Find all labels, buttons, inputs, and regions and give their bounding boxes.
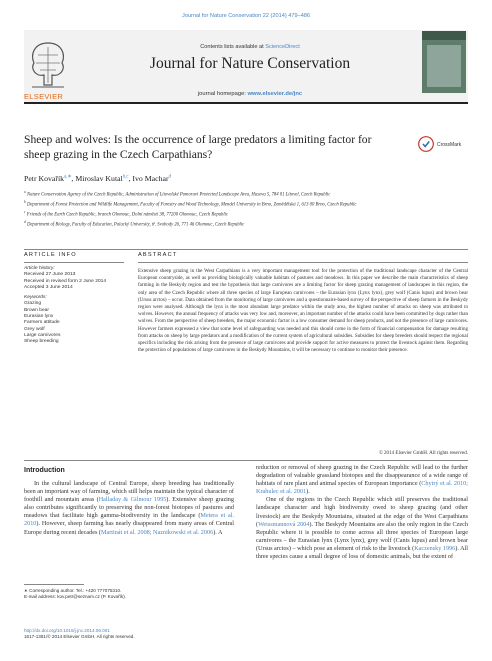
journal-homepage [80,91,420,97]
article-info-heading: ARTICLE INFO [24,252,77,258]
sciencedirect-link[interactable]: ScienceDirect [265,44,300,50]
author-superscript[interactable]: a,∗ [64,174,72,180]
affiliation-item: $^a$ Nature Conservation Agency of the Czech Republic, Administration of Litovelské Pomoravi Protected Landscape Area, Husova 5, 784 01 Litovel, Czech Republic [24,190,331,198]
crossmark-icon[interactable] [418,136,434,152]
citation-link[interactable]: Martinát et al. 2008; Naznikowski et al. 2006 [100,528,214,536]
journal-citation[interactable]: Journal for Nature Conservation 22 (2014) 479–486 [181,13,311,19]
keyword: Sheep breeding [24,339,59,345]
author-name[interactable]: Ivo Machar [132,174,169,183]
article-info [24,266,124,346]
corresponding-email[interactable]: E-mail address: kov.petr@seznam.cz (P. Kovařík). [24,594,127,599]
doi-link[interactable]: http://dx.doi.org/10.1016/j.jnc.2014.06.001 [24,628,110,633]
abstract-text: Extensive sheep grazing in the West Carpathians is a very important management tool for the protection of the traditional landscape character of the Central European countryside, as well as providing biologically valuable habitats of pastures and meadows. In this paper we describe the main characteristics of sheep farming in the Beskydy region and test the hypothesis that large carnivores are a limiting factor for sheep grazing management of landscapes in this region, the only area of the Czech Republic where all three species of large European carnivores – the Eurasian lynx (Lynx lynx), grey wolf (Canis lupus) and brown bear (Ursus arctos) – occur. Data obtained from the monitoring of large carnivores and a questionnaire-based survey of the perspective of sheep farmers in the Beskydy region were analysed. Although the lynx is the most abundant large predator within the study area, the highest number of attacks on sheep was attributed to wolves. However, the annual frequency of attacks was very low and, moreover, an important number of the attacks could have been committed by dogs rather than wolves. From the perspective of sheep breeders, the major economic factor is a low consumer demand for sheep products, and not the presence of large carnivores. However farmers expressed a view that some level of safeguarding was needed and this should come in the form of financial compensation for damage resulting from attacks on sheep by large predators and a modification of the current system of agricultural subsidies. Subsidies for sheep breeders should respect the regional specifics including the risk arising from the presence of large carnivores and provide support for active measures to protect the livestock against them. Regarding the protection of populations of large carnivores in the Beskydy Mountains, it will be necessary to continue to monitor their presence. [138,268,468,354]
section-divider [24,460,468,461]
elsevier-logo-text: ELSEVIER [24,92,64,101]
banner-rule [24,102,468,104]
body-paragraph: One of the regions in the Czech Republic which still preserves the traditional landscape character and high biodiversity owed to sheep grazing (and other livestock) are the Beskydy Mountains, situated at the edge of the West Carpathians (Weissmannová 2004). The Beskydy Mountains are also the only region in the Czech Republic where it is possible to come across all three species of European large carnivores – the Eurasian lynx (Lynx lynx), grey wolf (Canis lupus) and brown bear (Ursus arctos) – which pose an element of risk to the livestock (Kaczensky 1996). All three species cause a small degree of loss of domestic animals, but the extent of [256,496,468,561]
journal-title: Journal for Nature Conservation [149,55,351,72]
article-info-rule [24,262,124,263]
keyword: Grey wolf [24,326,45,332]
history-item: Received in revised form 2 June 2014 [24,278,107,284]
affiliation-item: $^b$ Department of Forest Protection and Wildlife Management, Faculty of Forestry and Wood Technology, Mendel University in Brno, Zemědělská 1, 613 00 Brno, Czech Republic [24,200,357,208]
keyword: Grazing [24,301,42,307]
introduction-heading: Introduction [24,467,65,474]
body-paragraph: In the cultural landscape of Central Europe, sheep breeding has traditionally been an important way of farming, which still helps maintain the typical character of foothill and mountain areas (Halladay & Gilmour 1995). Extensive sheep grazing also contributes significantly to preserving the non-forest biotopes of pastures and meadows that facilitate high gamma-biodiversity in the landscape (Metera et al. 2010). However, sheep farming has nearly disappeared from many areas of Central Europe during recent decades (Martinát et al. 2008; Naznikowski et al. 2006). A [24,480,234,536]
body-paragraph: reduction or removal of sheep grazing in the Czech Republic will lead to the further degradation of valuable grassland biotopes and the disappearance of a wide range of habitats of rare plant and animal species of European importance (Chytrý et al. 2010; Krahulec et al. 2001). [256,464,468,496]
cover-band [422,31,466,40]
abstract-rule [138,262,468,263]
history-label: Article history: [24,266,55,271]
contents-available [80,44,420,50]
keywords-label: Keywords: [24,295,47,301]
issn-line: 1617-1381/© 2014 Elsevier GmbH. All rights reserved. [24,634,135,639]
author-list: Petr Kovařík$^{a,∗}$, Miroslav Kutal$^{b,c}$, Ivo Machar$^d$ [24,174,171,183]
citation-link[interactable]: Chytrý et al. 2010; Krahulec et al. 2001 [256,480,468,496]
body-right-column [256,464,468,561]
contents-prefix: Contents lists available at [200,44,266,50]
abstract-copyright: © 2014 Elsevier GmbH. All rights reserved. [378,450,468,456]
history-item: Accepted 3 June 2014 [24,284,73,290]
citation-link[interactable]: Halladay & Gilmour 1995 [98,496,167,504]
crossmark-label[interactable]: CrossMark [437,142,462,148]
abstract-heading: ABSTRACT [138,252,178,258]
article-title: Sheep and wolves: Is the occurrence of large predators a limiting factor for sheep grazing in the Czech Carpathians? [24,133,372,161]
homepage-link[interactable]: www.elsevier.de/jnc [247,91,303,97]
author-superscript[interactable]: d [168,174,171,180]
homepage-prefix: journal homepage: [197,91,248,97]
author-superscript[interactable]: b,c [122,174,129,180]
body-left-column [24,480,234,537]
section-divider [24,249,468,250]
citation-link[interactable]: Weissmannová 2004 [258,520,310,528]
keyword: Large carnivores [24,332,61,338]
citation-link[interactable]: Metera et al. 2010 [24,512,234,528]
history-item: Received 27 June 2013 [24,272,76,278]
corresponding-author: ∗ Corresponding author. Tel.: +420 777075310. [24,588,122,593]
affiliation-item: $^d$ Department of Biology, Faculty of Education, Palacký University, tř. Svobody 26, 771 46 Olomouc, Czech Republic [24,220,245,229]
keyword: Farmers attitude [24,320,60,326]
keyword: Eurasian lynx [24,314,54,320]
elsevier-tree-logo [26,33,70,91]
affiliation-item: $^c$ Friends of the Earth Czech Republic, branch Olomouc, Dolní náměstí 38, 77200 Olomouc, Czech Republic [24,210,229,218]
footnote-rule [24,584,84,585]
journal-cover-image [422,31,466,93]
doi-block [24,628,234,640]
author-name[interactable]: Petr Kovařík [24,174,65,183]
cover-picture [427,45,461,87]
keyword: Brown bear [24,307,50,313]
citation-link[interactable]: Kaczensky 1996 [414,544,456,552]
corresponding-footnote [24,588,234,600]
affiliations [24,189,424,230]
author-name[interactable]: Miroslav Kutal [75,174,123,183]
